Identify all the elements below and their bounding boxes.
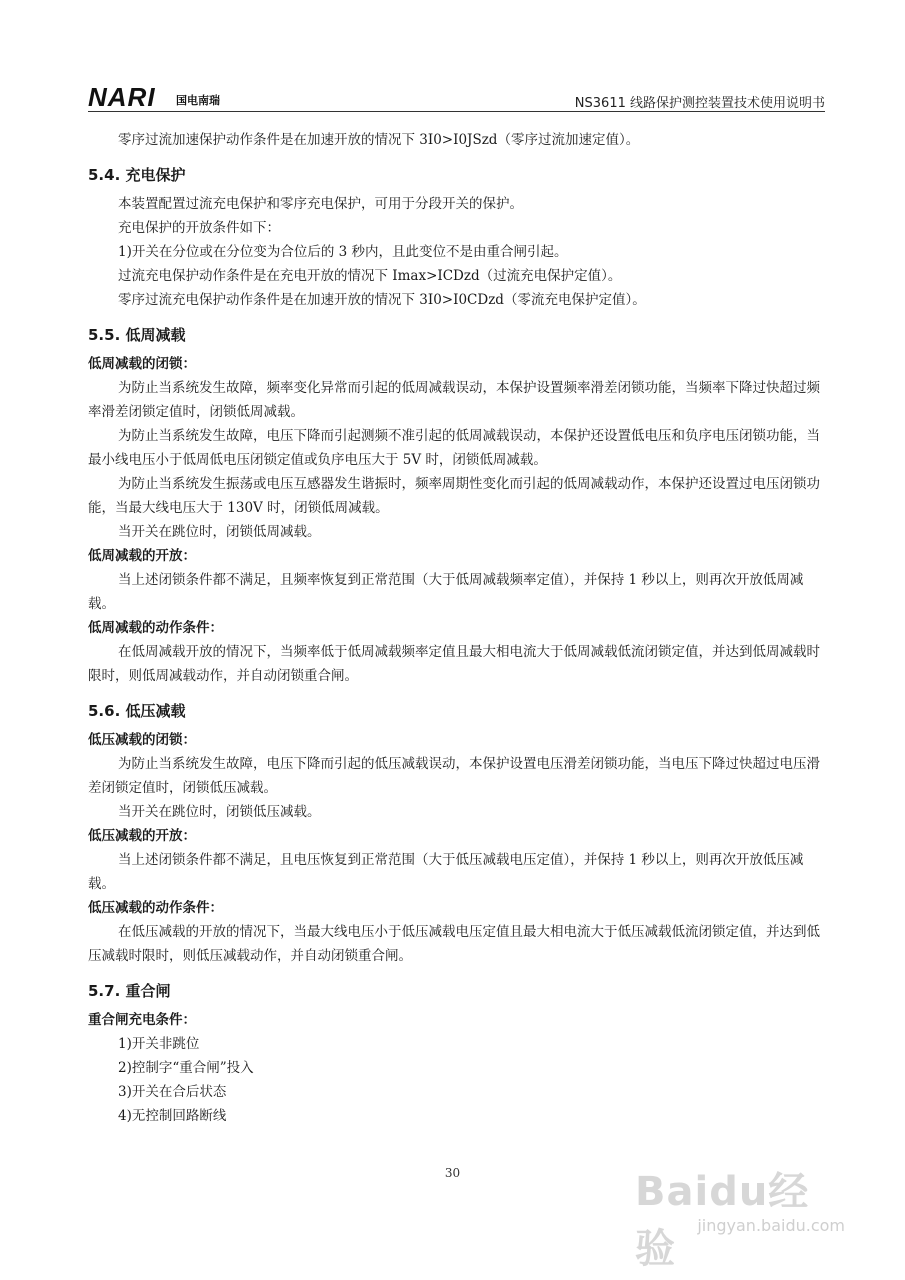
paragraph: 在低压减载的开放的情况下，当最大线电压小于低压减载电压定值且最大相电流大于低压减载低流闭锁定值，并达到低压减载时限时，则低压减载动作，并自动闭锁重合闸。 — [88, 924, 820, 964]
paragraph: 为防止当系统发生振荡或电压互感器发生谐振时，频率周期性变化而引起的低周减载动作，本保护还设置过电压闭锁功能，当最大线电压大于 130V 时，闭锁低周减载。 — [88, 476, 820, 516]
subheading: 低周减载的闭锁： — [88, 356, 196, 372]
page-header — [88, 76, 825, 114]
paragraph: 零序过流充电保护动作条件是在加速开放的情况下 3I0>I0CDzd（零流充电保护定值）。 — [118, 292, 646, 308]
paragraph: 当开关在跳位时，闭锁低周减载。 — [118, 524, 321, 540]
list-item: 2)控制字“重合闸”投入 — [118, 1060, 254, 1076]
subheading: 低压减载的动作条件： — [88, 900, 223, 916]
list-item: 3)开关在合后状态 — [118, 1084, 227, 1100]
paragraph: 为防止当系统发生故障，频率变化异常而引起的低周减载误动，本保护设置频率滑差闭锁功能，当频率下降过快超过频率滑差闭锁定值时，闭锁低周减载。 — [88, 380, 820, 420]
document-title: NS3611 线路保护测控装置技术使用说明书 — [574, 96, 825, 111]
subheading: 低周减载的动作条件： — [88, 620, 223, 636]
baidu-watermark — [635, 1160, 845, 1272]
list-item: 4)无控制回路断线 — [118, 1108, 227, 1124]
paragraph: 零序过流加速保护动作条件是在加速开放的情况下 3I0>I0JSzd（零序过流加速定值）。 — [118, 132, 640, 148]
paragraph: 当开关在跳位时，闭锁低压减载。 — [118, 804, 321, 820]
page-content — [88, 128, 825, 1128]
paragraph: 为防止当系统发生故障，电压下降而引起测频不准引起的低周减载误动，本保护还设置低电压和负序电压闭锁功能，当最小线电压小于低周低电压闭锁定值或负序电压大于 5V 时，闭锁低周减载。 — [88, 428, 820, 468]
paragraph: 当上述闭锁条件都不满足，且频率恢复到正常范围（大于低周减载频率定值），并保持 1 秒以上，则再次开放低周减载。 — [88, 572, 804, 612]
page-number: 30 — [444, 1166, 461, 1180]
paragraph: 在低周减载开放的情况下，当频率低于低周减载频率定值且最大相电流大于低周减载低流闭锁定值，并达到低周减载时限时，则低周减载动作，并自动闭锁重合闸。 — [88, 644, 820, 684]
section-heading-5-7: 5.7. 重合闸 — [88, 982, 171, 1000]
paragraph: 为防止当系统发生故障，电压下降而引起的低压减载误动，本保护设置电压滑差闭锁功能，当电压下降过快超过电压滑差闭锁定值时，闭锁低压减载。 — [88, 756, 820, 796]
paragraph: 充电保护的开放条件如下： — [118, 220, 280, 236]
subheading: 低周减载的开放： — [88, 548, 196, 564]
paragraph: 1)开关在分位或在分位变为合位后的 3 秒内，且此变位不是由重合闸引起。 — [118, 244, 568, 260]
paragraph: 本装置配置过流充电保护和零序充电保护，可用于分段开关的保护。 — [118, 196, 523, 212]
subheading: 重合闸充电条件： — [88, 1012, 196, 1028]
header-divider — [88, 111, 825, 112]
paragraph: 过流充电保护动作条件是在充电开放的情况下 Imax>ICDzd（过流充电保护定值）。 — [118, 268, 622, 284]
paragraph: 当上述闭锁条件都不满足，且电压恢复到正常范围（大于低压减载电压定值），并保持 1 秒以上，则再次开放低压减载。 — [88, 852, 804, 892]
section-heading-5-6: 5.6. 低压减载 — [88, 702, 186, 720]
section-heading-5-5: 5.5. 低周减载 — [88, 326, 186, 344]
section-heading-5-4: 5.4. 充电保护 — [88, 166, 186, 184]
list-item: 1)开关非跳位 — [118, 1036, 200, 1052]
nari-logo: NARI — [88, 82, 156, 112]
watermark-url: jingyan.baidu.com — [697, 1216, 845, 1235]
watermark-brand: Baidu经验 — [635, 1169, 810, 1272]
logo-chinese-name: 国电南瑞 — [176, 94, 220, 107]
subheading: 低压减载的闭锁： — [88, 732, 196, 748]
subheading: 低压减载的开放： — [88, 828, 196, 844]
